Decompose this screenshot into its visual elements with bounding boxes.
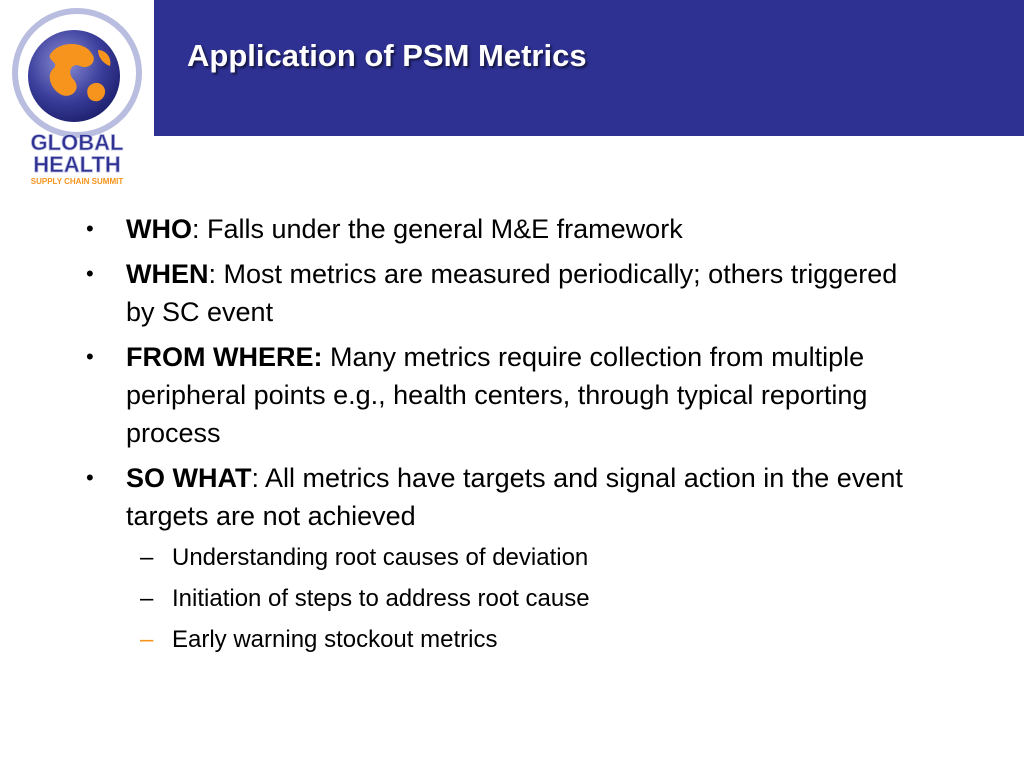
bullet-term: WHEN	[126, 259, 209, 289]
sub-bullet-text: Initiation of steps to address root cause	[172, 585, 590, 612]
logo-line2: HEALTH	[33, 152, 121, 177]
bullet-list	[86, 210, 916, 664]
bullet-who	[86, 210, 916, 248]
sub-bullet-early-warning	[126, 623, 916, 657]
bullet-so-what	[86, 459, 916, 657]
bullet-marker: •	[86, 216, 94, 241]
bullet-text: : Falls under the general M&E framework	[191, 214, 683, 244]
bullet-marker: •	[86, 465, 94, 490]
sub-bullet-marker: –	[140, 626, 154, 653]
bullet-term: FROM WHERE:	[126, 342, 323, 372]
sub-bullet-marker: –	[140, 585, 154, 612]
bullet-marker: •	[86, 344, 94, 369]
bullet-marker: •	[86, 261, 94, 286]
sub-bullet-initiation	[126, 582, 916, 616]
global-health-logo	[0, 0, 154, 192]
slide-title: Application of PSM Metrics	[187, 38, 587, 73]
bullet-from-where	[86, 338, 916, 452]
globe-icon	[0, 0, 154, 192]
sub-bullet-marker: –	[140, 544, 154, 571]
bullet-text: : All metrics have targets and signal action in the event targets are not achieved	[126, 463, 903, 531]
sub-bullet-list	[126, 541, 916, 657]
logo-line3: SUPPLY CHAIN SUMMIT	[30, 177, 124, 186]
bullet-term: WHO	[126, 214, 192, 244]
bullet-when	[86, 255, 916, 331]
bullet-text: Many metrics require collection from multiple peripheral points e.g., health centers, through typical reporting process	[126, 342, 868, 448]
sub-bullet-text: Early warning stockout metrics	[172, 626, 498, 653]
logo-line1: GLOBAL	[30, 130, 124, 155]
sub-bullet-root-causes	[126, 541, 916, 575]
bullet-term: SO WHAT	[126, 463, 252, 493]
bullet-text: : Most metrics are measured periodically; others triggered by SC event	[126, 259, 898, 327]
sub-bullet-text: Understanding root causes of deviation	[172, 544, 589, 571]
